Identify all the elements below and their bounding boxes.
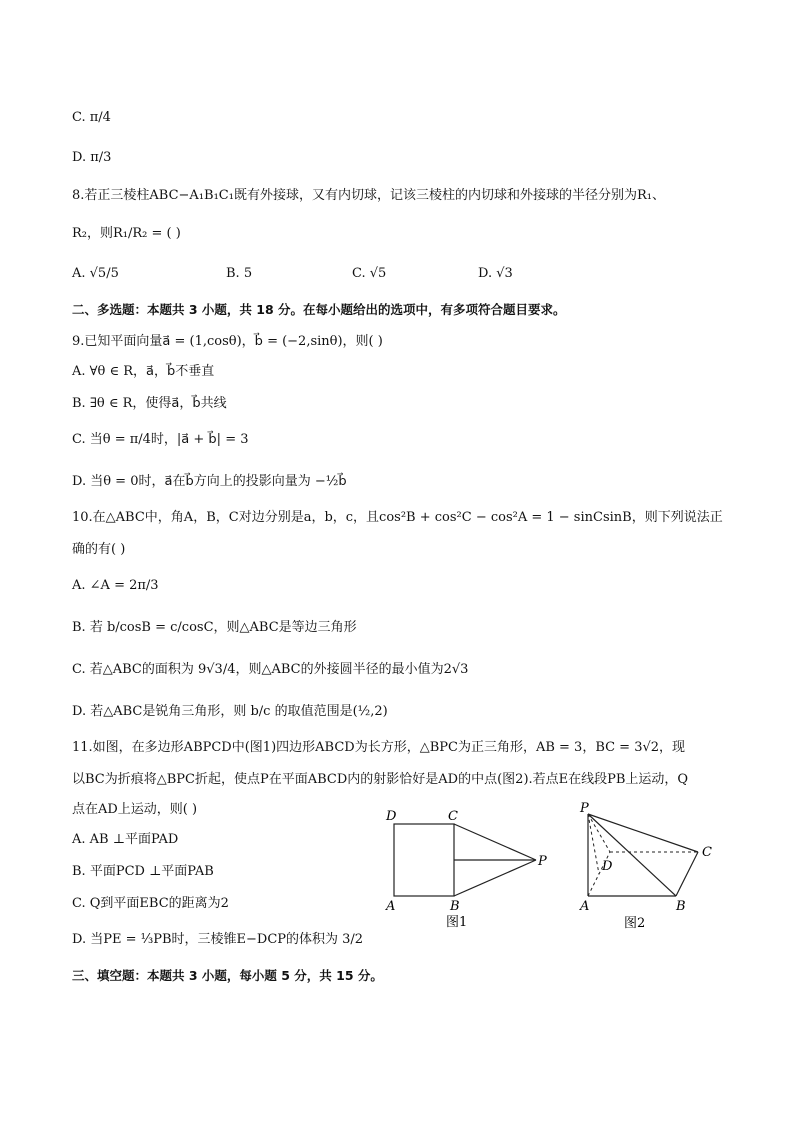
fig2-edge-bc [676,852,698,896]
q11-option-a: A. AB ⊥平面PAD [72,832,179,847]
fig2-edge-pb [588,814,676,896]
q8-option-a: A. √5/5 [72,266,119,281]
q11-option-b: B. 平面PCD ⊥平面PAB [72,864,214,879]
fig2-label-b: B [676,899,686,914]
q10-option-d: D. 若△ABC是锐角三角形，则 b/c 的取值范围是(½,2) [72,704,388,719]
section-2-heading: 二、多选题：本题共 3 小题，共 18 分。在每小题给出的选项中，有多项符合题目要求。 [72,302,566,317]
fig1-label-a: A [386,899,396,914]
q9-option-a: A. ∀θ ∈ R，a⃗，b⃗不垂直 [72,364,215,379]
q8-option-b: B. 5 [226,266,253,281]
q9-option-d: D. 当θ = 0时，a⃗在b⃗方向上的投影向量为 −½b⃗ [72,474,347,489]
q11-option-d: D. 当PE = ⅓PB时，三棱锥E−DCP的体积为 3/2 [72,932,364,947]
figure-1 [382,806,554,930]
fig1-label-b: B [450,899,460,914]
q9-option-c: C. 当θ = π/4时，|a⃗ + b⃗| = 3 [72,432,249,447]
question-10-line1: 10.在△ABC中，角A，B，C对边分别是a，b，c，且cos²B + cos²C − cos²A = 1 − sinCsinB，则下列说法正 [72,510,723,525]
fig2-label-a: A [580,899,590,914]
q8-option-d: D. √3 [478,266,513,281]
fig1-edge-bp [454,860,536,896]
question-8-line2: R₂，则R₁/R₂ = ( ) [72,226,181,241]
fig1-label-p: P [538,854,547,869]
fig2-label-p: P [580,801,589,816]
option-d-q7: D. π/3 [72,150,112,165]
q10-option-a: A. ∠A = 2π/3 [72,578,159,593]
q11-option-c: C. Q到平面EBC的距离为2 [72,896,229,911]
q9-option-b: B. ∃θ ∈ R，使得a⃗，b⃗共线 [72,396,227,411]
fig1-rectangle-abcd [394,824,454,896]
fig1-label-d: D [386,809,397,824]
fig1-label-c: C [448,809,458,824]
q10-option-b: B. 若 b/cosB = c/cosC，则△ABC是等边三角形 [72,620,357,635]
fig1-edge-cp [454,824,536,860]
question-9: 9.已知平面向量a⃗ = (1,cosθ)，b⃗ = (−2,sinθ)，则( ) [72,334,383,349]
q10-option-c: C. 若△ABC的面积为 9√3/4，则△ABC的外接圆半径的最小值为2√3 [72,662,469,677]
question-11-line2: 以BC为折痕将△BPC折起，使点P在平面ABCD内的射影恰好是AD的中点(图2).若点E在线段PB上运动，Q [72,772,689,787]
fig2-label-c: C [702,845,712,860]
fig2-label-d: D [602,859,613,874]
option-c-q7: C. π/4 [72,110,111,125]
figure-2 [572,800,722,932]
question-10-line2: 确的有( ) [72,542,126,557]
q8-option-c: C. √5 [352,266,387,281]
question-11-line3: 点在AD上运动，则( ) [72,802,198,817]
fig1-caption: 图1 [446,915,468,930]
section-3-heading: 三、填空题：本题共 3 小题，每小题 5 分，共 15 分。 [72,968,383,983]
fig2-edge-pc [588,814,698,852]
question-11-line1: 11.如图，在多边形ABPCD中(图1)四边形ABCD为长方形，△BPC为正三角形，AB = 3，BC = 3√2，现 [72,740,686,755]
question-8-line1: 8.若正三棱柱ABC−A₁B₁C₁既有外接球，又有内切球，记该三棱柱的内切球和外接球的半径分别为R₁、 [72,188,665,203]
fig2-caption: 图2 [624,916,646,931]
